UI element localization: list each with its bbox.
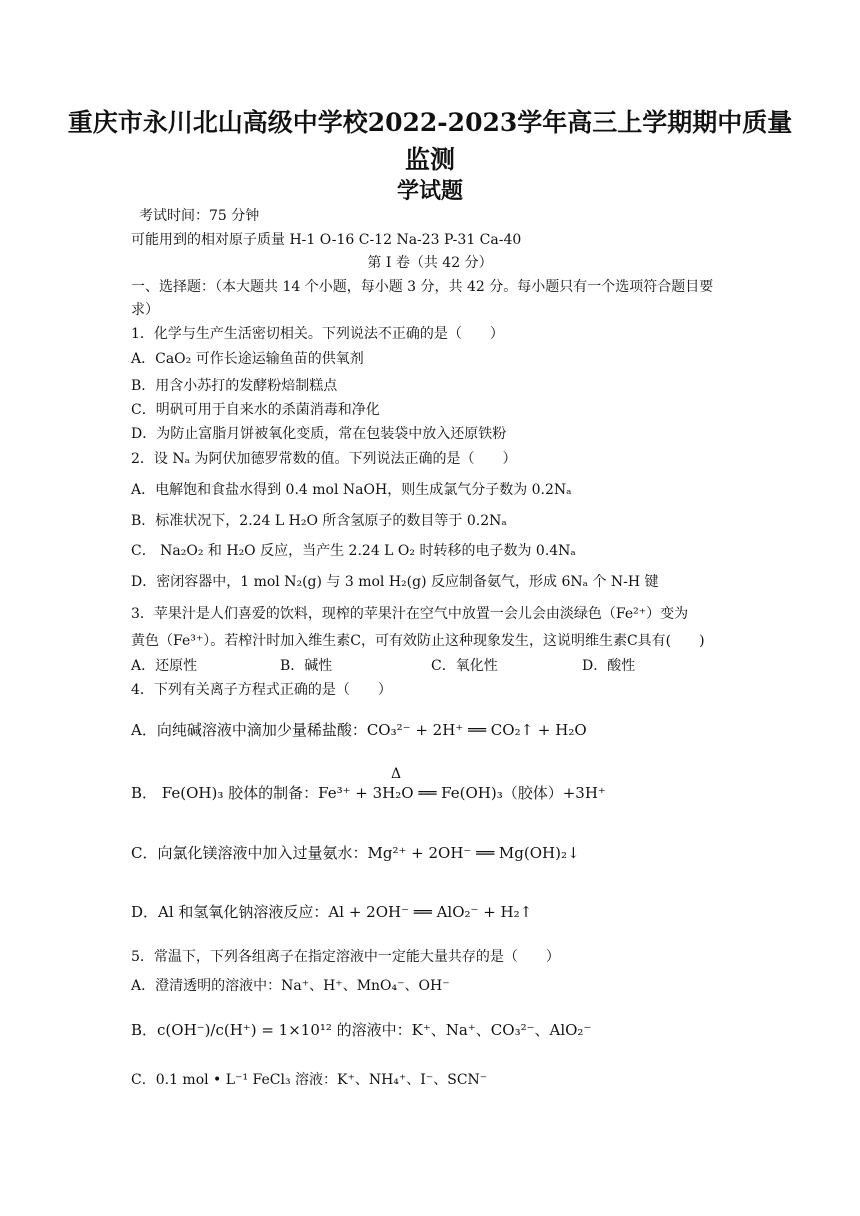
part-title: 第 I 卷（共 42 分） bbox=[367, 255, 493, 271]
q5-option-b: B．c(OH⁻)/c(H⁺) = 1×10¹² 的溶液中：K⁺、Na⁺、CO₃²⁻、AlO₂⁻ bbox=[131, 1021, 592, 1039]
q3-stem-line2: 黄色（Fe³⁺）。若榨汁时加入维生素C，可有效防止这种现象发生，这说明维生素C具有( ) bbox=[131, 633, 705, 649]
q5-stem: 5．常温下，下列各组离子在指定溶液中一定能大量共存的是（ ） bbox=[131, 949, 560, 965]
q3-stem-line1: 3．苹果汁是人们喜爱的饮料，现榨的苹果汁在空气中放置一会儿会由淡绿色（Fe²⁺）变为 bbox=[131, 606, 689, 622]
q1-option-a: A．CaO₂ 可作长途运输鱼苗的供氧剂 bbox=[131, 351, 364, 367]
q2-option-b: B．标准状况下，2.24 L H₂O 所含氢原子的数目等于 0.2Nₐ bbox=[131, 513, 507, 529]
q2-option-d: D．密闭容器中，1 mol N₂(g) 与 3 mol H₂(g) 反应制备氨气，形成 6Nₐ 个 N-H 键 bbox=[131, 574, 659, 590]
q4-stem: 4．下列有关离子方程式正确的是（ ） bbox=[131, 682, 392, 698]
exam-title-line1: 重庆市永川北山高级中学校2022-2023学年高三上学期期中质量 bbox=[67, 108, 793, 137]
q3-option-b: B．碱性 bbox=[280, 658, 333, 674]
q1-option-b: B．用含小苏打的发酵粉焙制糕点 bbox=[131, 378, 338, 394]
q4-option-c: C．向氯化镁溶液中加入过量氨水：Mg²⁺ + 2OH⁻ ══ Mg(OH)₂↓ bbox=[131, 844, 580, 862]
q4-option-b: B． Fe(OH)₃ 胶体的制备：Fe³⁺ + 3H₂O ══ Fe(OH)₃（胶体）+3H⁺ bbox=[131, 784, 606, 802]
q4-option-a: A．向纯碱溶液中滴加少量稀盐酸：CO₃²⁻ + 2H⁺ ══ CO₂↑ + H₂O bbox=[131, 721, 587, 739]
q2-option-c: C． Na₂O₂ 和 H₂O 反应，当产生 2.24 L O₂ 时转移的电子数为 0.4Nₐ bbox=[131, 543, 576, 559]
q1-option-d: D．为防止富脂月饼被氧化变质，常在包装袋中放入还原铁粉 bbox=[131, 426, 507, 442]
exam-title-line2: 监测 bbox=[404, 145, 455, 174]
q3-option-d: D．酸性 bbox=[582, 658, 636, 674]
q2-option-a: A．电解饱和食盐水得到 0.4 mol NaOH，则生成氯气分子数为 0.2Nₐ bbox=[131, 482, 572, 498]
q5-option-a: A．澄清透明的溶液中：Na⁺、H⁺、MnO₄⁻、OH⁻ bbox=[131, 978, 450, 994]
q1-option-c: C．明矾可用于自来水的杀菌消毒和净化 bbox=[131, 402, 380, 418]
atomic-masses: 可能用到的相对原子质量 H-1 O-16 C-12 Na-23 P-31 Ca-40 bbox=[131, 232, 522, 248]
q4-option-d: D．Al 和氢氧化钠溶液反应：Al + 2OH⁻ ══ AlO₂⁻ + H₂↑ bbox=[131, 903, 533, 921]
q3-options bbox=[131, 656, 734, 676]
q3-option-a: A．还原性 bbox=[131, 658, 198, 674]
exam-time: 考试时间：75 分钟 bbox=[139, 208, 260, 224]
q5-option-c: C．0.1 mol • L⁻¹ FeCl₃ 溶液：K⁺、NH₄⁺、I⁻、SCN⁻ bbox=[131, 1072, 488, 1088]
q1-stem: 1．化学与生产生活密切相关。下列说法不正确的是（ ） bbox=[131, 326, 504, 342]
section-intro: 一、选择题：（本大题共 14 个小题，每小题 3 分，共 42 分。每小题只有一个选项符合题目要求） bbox=[131, 279, 714, 318]
exam-subtitle: 学试题 bbox=[396, 178, 463, 204]
q4-delta-mark: Δ bbox=[391, 766, 402, 782]
q2-stem: 2．设 Nₐ 为阿伏加德罗常数的值。下列说法正确的是（ ） bbox=[131, 451, 517, 467]
q3-option-c: C．氧化性 bbox=[431, 658, 498, 674]
